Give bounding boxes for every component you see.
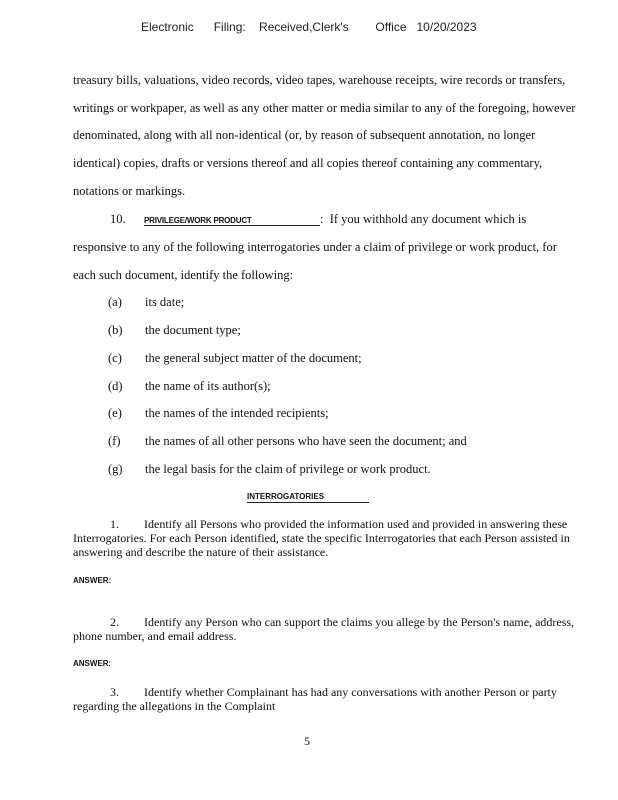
list-item [108, 406, 329, 421]
interrogatory-2 [73, 615, 603, 643]
interrogatory-number: 2. [110, 615, 119, 629]
interrogatory-1 [73, 517, 603, 559]
list-item [108, 295, 184, 310]
filing-stamp-header: Electronic Filing: Received,Clerk's Office 10/20/2023 [141, 20, 477, 34]
interrogatory-number: 1. [110, 517, 119, 531]
list-item [108, 351, 362, 366]
list-item [108, 462, 431, 477]
definitions-line: treasury bills, valuations, video records, video tapes, warehouse receipts, wire records or transfers, [73, 73, 566, 87]
definitions-line: notations or markings. [73, 184, 186, 198]
list-text: the document type; [145, 323, 241, 337]
list-label: (b) [108, 323, 123, 337]
paragraph-10-line: responsive to any of the following interrogatories under a claim of privilege or work product, for [73, 240, 557, 254]
answer-label: ANSWER: [73, 576, 112, 585]
list-text: its date; [145, 295, 185, 309]
definitions-line: denominated, along with all non-identical (or, by reason of subsequent annotation, no longer [73, 128, 536, 142]
list-label: (g) [108, 462, 123, 476]
answer-label: ANSWER: [73, 659, 112, 668]
list-label: (c) [108, 351, 122, 365]
interrogatory-text: Identify whether Complainant has had any conversations with another Person or party regarding the allegations in the Complaint [73, 685, 557, 713]
privilege-heading: PRIVILEGE/WORK PRODUCT [144, 216, 320, 226]
section-title: INTERROGATORIES [247, 492, 369, 503]
interrogatory-text: Identify any Person who can support the claims you allege by the Person's name, address, phone number, and email address. [73, 615, 575, 643]
interrogatory-number: 3. [110, 685, 119, 699]
list-item [108, 323, 241, 338]
list-text: the general subject matter of the document; [145, 351, 362, 365]
heading-colon: : [320, 212, 324, 226]
interrogatory-text: Identify all Persons who provided the information used and provided in answering these Interrogatories. For each Person identified, state the specific Interrogatories that each Person assisted in answering and describe the nature of their assistance. [73, 517, 570, 559]
list-item [108, 434, 467, 449]
definitions-line: identical) copies, drafts or versions thereof and all copies thereof containing any commentary, [73, 156, 543, 170]
list-label: (a) [108, 295, 122, 309]
list-label: (d) [108, 379, 123, 393]
list-text: the names of the intended recipients; [145, 406, 329, 420]
paragraph-10-first-line: If you withhold any document which is [329, 212, 527, 226]
list-text: the names of all other persons who have seen the document; and [145, 434, 467, 448]
list-label: (f) [108, 434, 121, 448]
list-label: (e) [108, 406, 122, 420]
list-text: the name of its author(s); [145, 379, 271, 393]
definitions-line: writings or workpaper, as well as any other matter or media similar to any of the foregoing, however [73, 101, 576, 115]
paragraph-number: 10. [110, 212, 126, 226]
list-text: the legal basis for the claim of privilege or work product. [145, 462, 431, 476]
list-item [108, 379, 271, 394]
interrogatory-3 [73, 685, 603, 713]
paragraph-10 [73, 212, 526, 227]
paragraph-10-line: each such document, identify the following: [73, 268, 294, 282]
page-number: 5 [304, 734, 310, 748]
